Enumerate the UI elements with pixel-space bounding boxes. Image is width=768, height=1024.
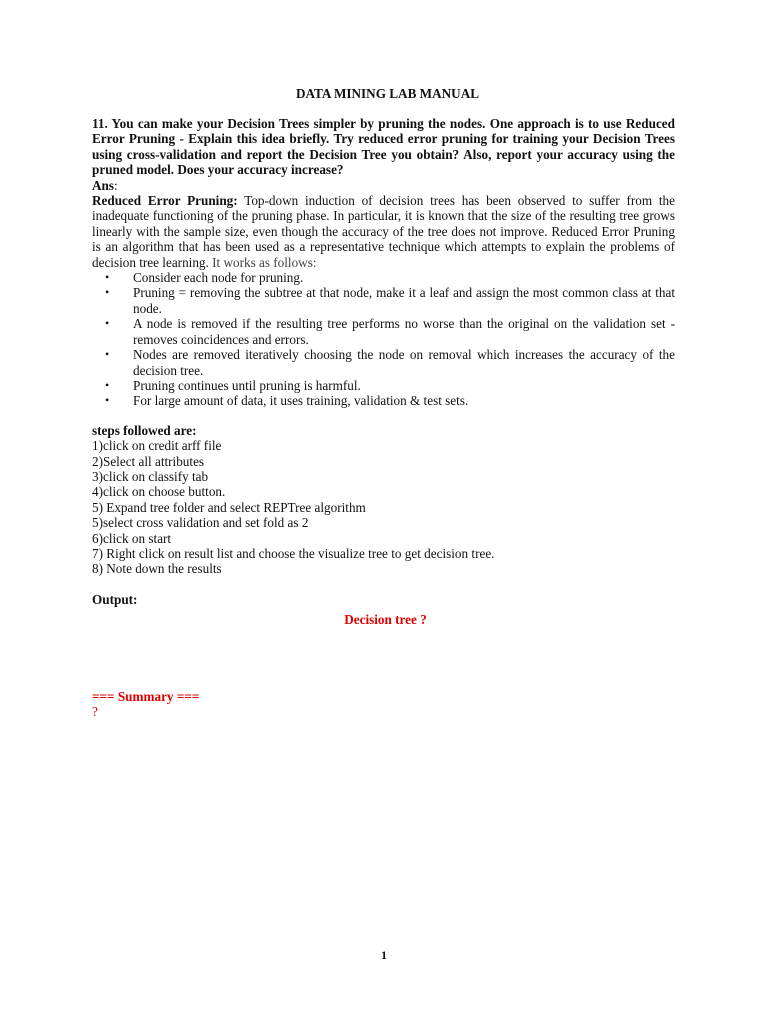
step-item: 8) Note down the results <box>92 561 222 577</box>
list-item: • Pruning continues until pruning is harmful. <box>105 377 361 393</box>
output-heading: Output: <box>92 591 138 607</box>
summary-value: ? <box>92 704 98 719</box>
steps-list <box>92 438 675 577</box>
answer-works-as: It works as follows: <box>212 254 317 270</box>
list-item: • A node is removed if the resulting tree performs no worse than the original on the validation set - removes coincidences and errors. <box>105 316 675 347</box>
step-item: 7) Right click on result list and choose the visualize tree to get decision tree. <box>92 545 495 561</box>
answer-paragraph <box>92 193 675 270</box>
answer-label: Ans <box>92 177 114 193</box>
step-item: 6)click on start <box>92 530 172 546</box>
answer-colon: : <box>114 177 118 193</box>
list-item: • Consider each node for pruning. <box>105 270 304 286</box>
step-item: 4)click on choose button. <box>92 484 226 500</box>
list-item: • Pruning = removing the subtree at that node, make it a leaf and assign the most common class at that node. <box>105 285 675 316</box>
question-text: 11. You can make your Decision Trees simpler by pruning the nodes. One approach is to use Reduced Error Pruning - Explain this idea briefly. Try reduced error pruning for training your Decision Trees using cross-validation and report the Decision Tree you obtain? Also, report your accuracy using the pruned model. Does your accuracy increase? <box>92 116 675 178</box>
steps-heading: steps followed are: <box>92 422 197 438</box>
bullet-icon: • <box>105 285 110 300</box>
bullet-icon: • <box>105 270 110 285</box>
summary-heading: === Summary === <box>92 688 200 704</box>
bullet-icon: • <box>105 377 110 392</box>
bullet-icon: • <box>105 347 110 362</box>
bullet-icon: • <box>105 316 110 331</box>
list-item: • For large amount of data, it uses training, validation & test sets. <box>105 393 469 409</box>
step-item: 5) Expand tree folder and select REPTree algorithm <box>92 499 366 515</box>
bullet-icon: • <box>105 393 110 408</box>
pruning-bullet-list <box>92 270 675 409</box>
list-item: • Nodes are removed iteratively choosing the node on removal which increases the accuracy of the decision tree. <box>105 347 675 378</box>
document-title: DATA MINING LAB MANUAL <box>295 86 480 101</box>
step-item: 3)click on classify tab <box>92 468 209 484</box>
step-item: 5)select cross validation and set fold as 2 <box>92 515 309 531</box>
answer-text: Top-down induction of decision trees has been observed to suffer from the inadequate functioning of the pruning phase. In particular, it is known that the size of the resulting tree grows linearly with the sample size, even though the accuracy of the tree does not improve. Reduced Error Pruning is an algorithm that has been used as a representative technique which attempts to explain the problems of decision tree learning. <box>92 193 675 270</box>
answer-label-line <box>92 178 675 193</box>
step-item: 2)Select all attributes <box>92 453 205 469</box>
step-item: 1)click on credit arff file <box>92 438 222 454</box>
decision-tree-placeholder: Decision tree ? <box>344 612 427 628</box>
answer-term: Reduced Error Pruning: <box>92 193 238 209</box>
page-number: 1 <box>381 948 387 962</box>
